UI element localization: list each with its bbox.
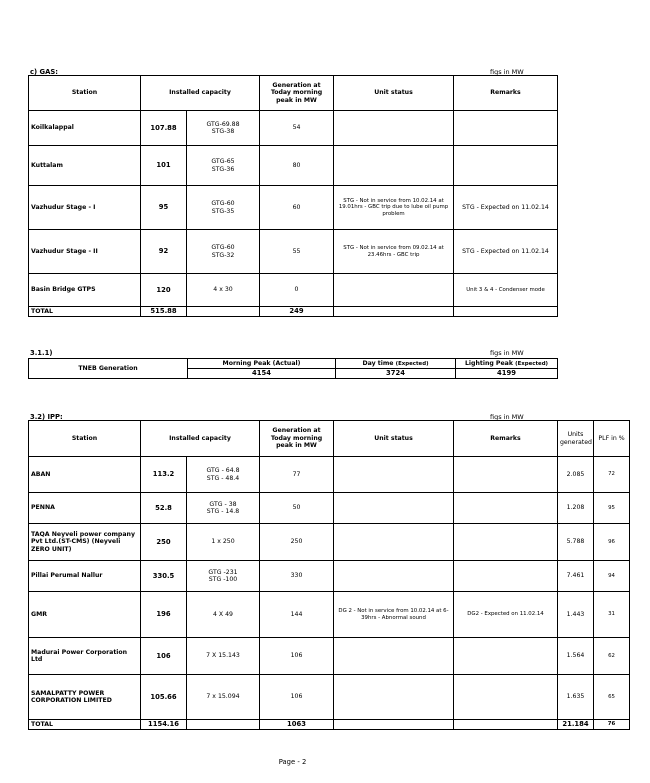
unit-line: STG - 48.4 (206, 474, 240, 482)
unit-line: GTG - 64.8 (206, 467, 240, 475)
plf-value: 95 (594, 493, 630, 524)
gas-unit-note: figs in MW (490, 68, 524, 76)
empty-cell (454, 720, 558, 730)
ipp-header-capacity: Installed capacity (141, 421, 260, 457)
unit-status (334, 493, 454, 524)
empty-cell (454, 307, 558, 317)
tneb-row-label: TNEB Generation (29, 359, 188, 379)
gas-header-row (29, 76, 558, 111)
unit-line: STG-38 (211, 128, 235, 135)
unit-breakdown (187, 111, 260, 146)
table-row (29, 457, 630, 493)
station-name: Koilkalappal (29, 111, 141, 146)
remarks (454, 561, 558, 592)
total-label: TOTAL (29, 720, 141, 730)
unit-line: STG - 14.8 (206, 508, 240, 515)
tneb-header-morning (188, 359, 336, 369)
unit-line: GTG - 38 (209, 500, 237, 508)
remarks (454, 493, 558, 524)
gas-header-status: Unit status (334, 76, 454, 111)
header-sub: (Expected) (395, 360, 429, 367)
plf-value: 65 (594, 675, 630, 720)
unit-status (334, 524, 454, 561)
station-name: Vazhudur Stage - II (29, 230, 141, 274)
ipp-unit-note: figs in MW (490, 413, 524, 421)
tneb-table (28, 358, 558, 379)
page-number: Page - 2 (278, 758, 307, 766)
plf-value: 96 (594, 524, 630, 561)
station-name: Vazhudur Stage - I (29, 186, 141, 230)
generation-value: 54 (260, 111, 334, 146)
tneb-morning-value: 4154 (188, 369, 336, 379)
unit-breakdown (187, 230, 260, 274)
gas-header-remarks: Remarks (454, 76, 558, 111)
empty-cell (187, 307, 260, 317)
plf-value: 72 (594, 457, 630, 493)
unit-breakdown (187, 638, 260, 675)
capacity-value: 106 (141, 638, 187, 675)
units-generated-value: 2.085 (558, 457, 594, 493)
remarks (454, 457, 558, 493)
tneb-header-lighting (456, 359, 558, 369)
unit-line: GTG -231 (208, 568, 238, 576)
unit-line: 4 x 30 (213, 286, 233, 294)
remarks: STG - Expected on 11.02.14 (454, 230, 558, 274)
total-plf: 76 (594, 720, 630, 730)
gas-section-label: c) GAS: (30, 68, 58, 76)
units-generated-value: 1.443 (558, 592, 594, 638)
total-generation: 1063 (260, 720, 334, 730)
total-label: TOTAL (29, 307, 141, 317)
unit-breakdown (187, 146, 260, 186)
unit-line: GTG-65 (211, 158, 235, 166)
generation-value: 330 (260, 561, 334, 592)
unit-status: DG 2 - Not in service from 10.02.14 at 6-39hrs - Abnormal sound (334, 592, 454, 638)
header-main: Morning Peak (Actual) (222, 359, 301, 367)
ipp-header-row (29, 421, 630, 457)
header-main: Lighting Peak (464, 359, 513, 367)
unit-status (334, 457, 454, 493)
unit-line: STG -100 (208, 576, 238, 583)
ipp-header-units-generated: Units generated (558, 421, 594, 457)
remarks (454, 524, 558, 561)
station-name: Kuttalam (29, 146, 141, 186)
capacity-value: 250 (141, 524, 187, 561)
table-row (29, 493, 630, 524)
table-row (29, 592, 630, 638)
station-name: PENNA (29, 493, 141, 524)
generation-value: 80 (260, 146, 334, 186)
unit-breakdown (187, 457, 260, 493)
gas-header-capacity: Installed capacity (141, 76, 260, 111)
capacity-value: 120 (141, 274, 187, 307)
unit-status (334, 675, 454, 720)
remarks (454, 111, 558, 146)
unit-line: 1 x 250 (211, 538, 235, 546)
capacity-value: 107.88 (141, 111, 187, 146)
total-row (29, 720, 630, 730)
station-name: TAQA Neyveli power company Pvt Ltd.(ST-CMS) (Neyveli ZERO UNIT) (29, 524, 141, 561)
generation-value: 106 (260, 638, 334, 675)
unit-line: GTG-60 (211, 244, 235, 252)
tneb-header-daytime (336, 359, 456, 369)
table-row (29, 561, 630, 592)
capacity-value: 105.66 (141, 675, 187, 720)
unit-line: STG-35 (211, 207, 235, 215)
remarks: STG - Expected on 11.02.14 (454, 186, 558, 230)
unit-breakdown (187, 675, 260, 720)
unit-breakdown (187, 186, 260, 230)
generation-value: 50 (260, 493, 334, 524)
unit-line: 7 X 15.143 (206, 652, 240, 660)
header-main: Day time (362, 359, 394, 367)
unit-status (334, 638, 454, 675)
units-generated-value: 1.208 (558, 493, 594, 524)
unit-line: 4 X 49 (213, 610, 233, 618)
empty-cell (334, 720, 454, 730)
units-generated-value: 5.788 (558, 524, 594, 561)
generation-value: 0 (260, 274, 334, 307)
total-units-generated: 21.184 (558, 720, 594, 730)
total-capacity: 515.88 (141, 307, 187, 317)
unit-breakdown (187, 493, 260, 524)
remarks (454, 146, 558, 186)
station-name: ABAN (29, 457, 141, 493)
table-row (29, 111, 558, 146)
ipp-header-plf: PLF in % (594, 421, 630, 457)
generation-value: 55 (260, 230, 334, 274)
unit-status: STG - Not in service from 09.02.14 at 23.46hrs - GBC trip (334, 230, 454, 274)
table-row (29, 675, 630, 720)
ipp-header-remarks: Remarks (454, 421, 558, 457)
generation-value: 106 (260, 675, 334, 720)
remarks: Unit 3 & 4 - Condenser mode (454, 274, 558, 307)
station-name: SAMALPATTY POWER CORPORATION LIMITED (29, 675, 141, 720)
plf-value: 94 (594, 561, 630, 592)
gas-table (28, 75, 558, 317)
unit-status (334, 146, 454, 186)
ipp-header-station: Station (29, 421, 141, 457)
unit-breakdown (187, 524, 260, 561)
gas-header-station: Station (29, 76, 141, 111)
remarks: DG2 - Expected on 11.02.14 (454, 592, 558, 638)
empty-cell (334, 307, 454, 317)
empty-cell (187, 720, 260, 730)
tneb-section-label: 3.1.1) (30, 349, 53, 357)
total-row (29, 307, 558, 317)
plf-value: 31 (594, 592, 630, 638)
station-name: Madurai Power Corporation Ltd (29, 638, 141, 675)
generation-value: 144 (260, 592, 334, 638)
table-row (29, 230, 558, 274)
unit-status: STG - Not in service from 10.02.14 at 19.01hrs - GBC trip due to lube oil pump problem (334, 186, 454, 230)
remarks (454, 675, 558, 720)
gas-header-generation: Generation at Today morning peak in MW (260, 76, 334, 111)
capacity-value: 101 (141, 146, 187, 186)
unit-line: GTG-60 (211, 200, 235, 208)
table-row (29, 524, 630, 561)
unit-status (334, 561, 454, 592)
station-name: Pillai Perumal Nallur (29, 561, 141, 592)
tneb-unit-note: figs in MW (490, 349, 524, 357)
station-name: Basin Bridge GTPS (29, 274, 141, 307)
generation-value: 250 (260, 524, 334, 561)
units-generated-value: 1.635 (558, 675, 594, 720)
station-name: GMR (29, 592, 141, 638)
ipp-table (28, 420, 630, 730)
generation-value: 77 (260, 457, 334, 493)
remarks (454, 638, 558, 675)
table-row (29, 146, 558, 186)
capacity-value: 52.8 (141, 493, 187, 524)
total-generation: 249 (260, 307, 334, 317)
capacity-value: 92 (141, 230, 187, 274)
tneb-daytime-value: 3724 (336, 369, 456, 379)
unit-line: STG-36 (211, 165, 235, 173)
capacity-value: 330.5 (141, 561, 187, 592)
ipp-header-generation: Generation at Today morning peak in MW (260, 421, 334, 457)
table-row (29, 186, 558, 230)
table-row (29, 274, 558, 307)
units-generated-value: 1.564 (558, 638, 594, 675)
unit-breakdown (187, 274, 260, 307)
unit-breakdown (187, 592, 260, 638)
capacity-value: 113.2 (141, 457, 187, 493)
generation-value: 60 (260, 186, 334, 230)
unit-breakdown (187, 561, 260, 592)
total-capacity: 1154.16 (141, 720, 187, 730)
capacity-value: 95 (141, 186, 187, 230)
unit-line: STG-32 (211, 251, 235, 259)
table-row (29, 638, 630, 675)
unit-line: 7 x 15.094 (206, 693, 240, 701)
plf-value: 62 (594, 638, 630, 675)
tneb-lighting-value: 4199 (456, 369, 558, 379)
capacity-value: 196 (141, 592, 187, 638)
unit-status (334, 111, 454, 146)
header-sub: (Expected) (515, 360, 549, 367)
unit-status (334, 274, 454, 307)
tneb-header-row (29, 359, 558, 369)
unit-line: GTG-69.88 (206, 120, 240, 128)
ipp-header-status: Unit status (334, 421, 454, 457)
ipp-section-label: 3.2) IPP: (30, 413, 63, 421)
units-generated-value: 7.461 (558, 561, 594, 592)
